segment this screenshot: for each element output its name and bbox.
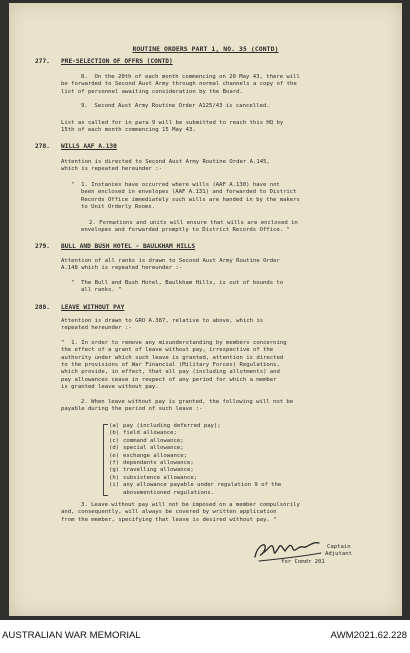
list-item-text: pay (including deferred pay); — [123, 423, 221, 429]
section-278-heading: WILLS AAF A.130 — [61, 143, 117, 150]
section-279-number: 279. — [35, 243, 50, 250]
list-bracket — [103, 424, 108, 496]
section-280-line: authority under which such leave is granted, attention is directed — [61, 354, 284, 361]
section-277-number: 277. — [35, 58, 50, 65]
section-280-line: " 1. In order to remove any misunderstanding by members concerning — [61, 340, 287, 346]
list-item-text: abovementioned regulations. — [123, 489, 214, 496]
footer-credit: AUSTRALIAN WAR MEMORIAL — [2, 630, 141, 641]
list-item — [109, 475, 281, 482]
footer-bar — [0, 620, 410, 653]
footer-accession-number: AWM2021.62.228 — [330, 630, 407, 641]
list-item-text: special allowance; — [123, 445, 184, 452]
section-280-line: and, consequently, will always be covered by written application — [61, 509, 277, 516]
list-item-text: subsistence allowance; — [123, 474, 198, 481]
list-item — [109, 467, 281, 474]
list-item-letter: (b) — [109, 430, 120, 437]
section-280-line: Attention is drawn to GRO A.387, relative to above, which is — [61, 318, 264, 324]
list-item-letter: (e) — [109, 452, 120, 459]
section-280-line: repeated hereunder :- — [61, 325, 132, 332]
list-item-letter: (a) — [109, 423, 120, 429]
list-item-text: field allowance; — [123, 430, 177, 437]
list-item-text: travelling allowance; — [123, 467, 194, 474]
section-280-line: which provide, in effect, that all pay (including allotments) and — [61, 369, 280, 376]
list-item-letter: (g) — [109, 467, 120, 474]
section-280-line: 2. When leave without pay is granted, the following will not be — [81, 399, 294, 405]
list-item — [109, 460, 281, 467]
section-280-line: the effect of a grant of leave without pay, irrespective of the — [61, 347, 274, 354]
section-279-line: A.148 which is repeated hereunder :- — [61, 265, 183, 272]
section-277-line: be forwarded to Second Aust Army through normal channels a copy of the — [61, 81, 297, 88]
list-item — [109, 430, 281, 437]
allowance-list — [109, 423, 281, 497]
section-278-line: been enclosed in envelopes (AAF A.131) and forwarded to District — [81, 189, 297, 196]
signature-title: Adjutant — [325, 551, 352, 558]
list-item-text: dependants allowance; — [123, 459, 194, 466]
list-item-letter: (d) — [109, 445, 120, 452]
section-280-line: to the provisions of War Financial (Military Forces) Regulations, — [61, 361, 280, 368]
list-item-letter: (i) — [109, 482, 120, 489]
list-item-text: any allowance payable under regulation 9 of the — [123, 482, 282, 489]
section-279-heading: BULL AND BUSH HOTEL - BAULKHAM HILLS — [61, 243, 196, 250]
section-277-line: 8. On the 20th of each month commencing on 20 May 43, there will — [81, 74, 300, 80]
list-item — [109, 438, 281, 445]
section-279-line: Attention of all ranks is drawn to Second Aust Army Routine Order — [61, 258, 280, 264]
section-277-line: list of personnel awaiting consideration by the Board. — [61, 88, 243, 95]
section-280-line: 3. Leave without pay will not be imposed on a member compulsorily — [81, 502, 300, 508]
section-280-number: 280. — [35, 304, 50, 311]
section-278-line: " 1. Instances have occurred where wills (AAF A.130) have not — [71, 182, 280, 188]
section-279-line: all ranks. " — [81, 287, 122, 294]
list-item — [109, 423, 281, 430]
section-277-line: 15th of each month commencing 15 May 43. — [61, 127, 196, 134]
section-280-line: payable during the period of such leave :- — [61, 406, 203, 413]
section-278-line: Attention is directed to Second Aust Army Routine Order A.145, — [61, 159, 270, 165]
section-280-line: pay allowances cease in respect of any period for which a member — [61, 376, 277, 383]
document-page — [9, 3, 402, 616]
section-278-number: 278. — [35, 143, 50, 150]
list-item — [109, 482, 281, 489]
section-278-line: Records Office immediately such wills are handed in by the makers — [81, 196, 300, 203]
section-280-line: is granted leave without pay. — [61, 383, 159, 390]
section-279-line: " The Bull and Bush Hotel, Baulkham Hills, is out of bounds to — [71, 280, 284, 286]
list-item-letter: (h) — [109, 474, 120, 481]
list-item-letter: (f) — [109, 459, 120, 466]
page-header: ROUTINE ORDERS PART 1, NO. 35 (CONTD) — [132, 45, 279, 53]
list-item — [109, 445, 281, 452]
section-277-line: 9. Second Aust Army Routine Order A125/43 is cancelled. — [81, 103, 270, 109]
section-278-line: to Unit Orderly Rooms. — [81, 203, 156, 210]
section-277-heading: PRE-SELECTION OF OFFRS (CONTD) — [61, 58, 173, 65]
list-item-letter: (c) — [109, 437, 120, 444]
section-277-line: List as called for in para 9 will be submitted to reach this HQ by — [61, 120, 284, 126]
section-280-heading: LEAVE WITHOUT PAY — [61, 304, 125, 311]
section-280-line: from the member, specifying that leave is desired without pay. " — [61, 516, 277, 523]
section-278-line: which is repeated hereunder :- — [61, 166, 163, 173]
signature-for: for Comdr 201 — [281, 558, 325, 565]
section-278-line: 2. Formations and units will ensure that wills are enclosed in — [89, 220, 298, 226]
list-item — [109, 453, 281, 460]
list-item — [109, 490, 281, 497]
signature-rank: Captain — [327, 544, 351, 550]
section-278-line: envelopes and forwarded promptly to District Records Office. " — [81, 227, 290, 234]
list-item-text: exchange allowance; — [123, 452, 187, 459]
list-item-text: command allowance; — [123, 437, 184, 444]
